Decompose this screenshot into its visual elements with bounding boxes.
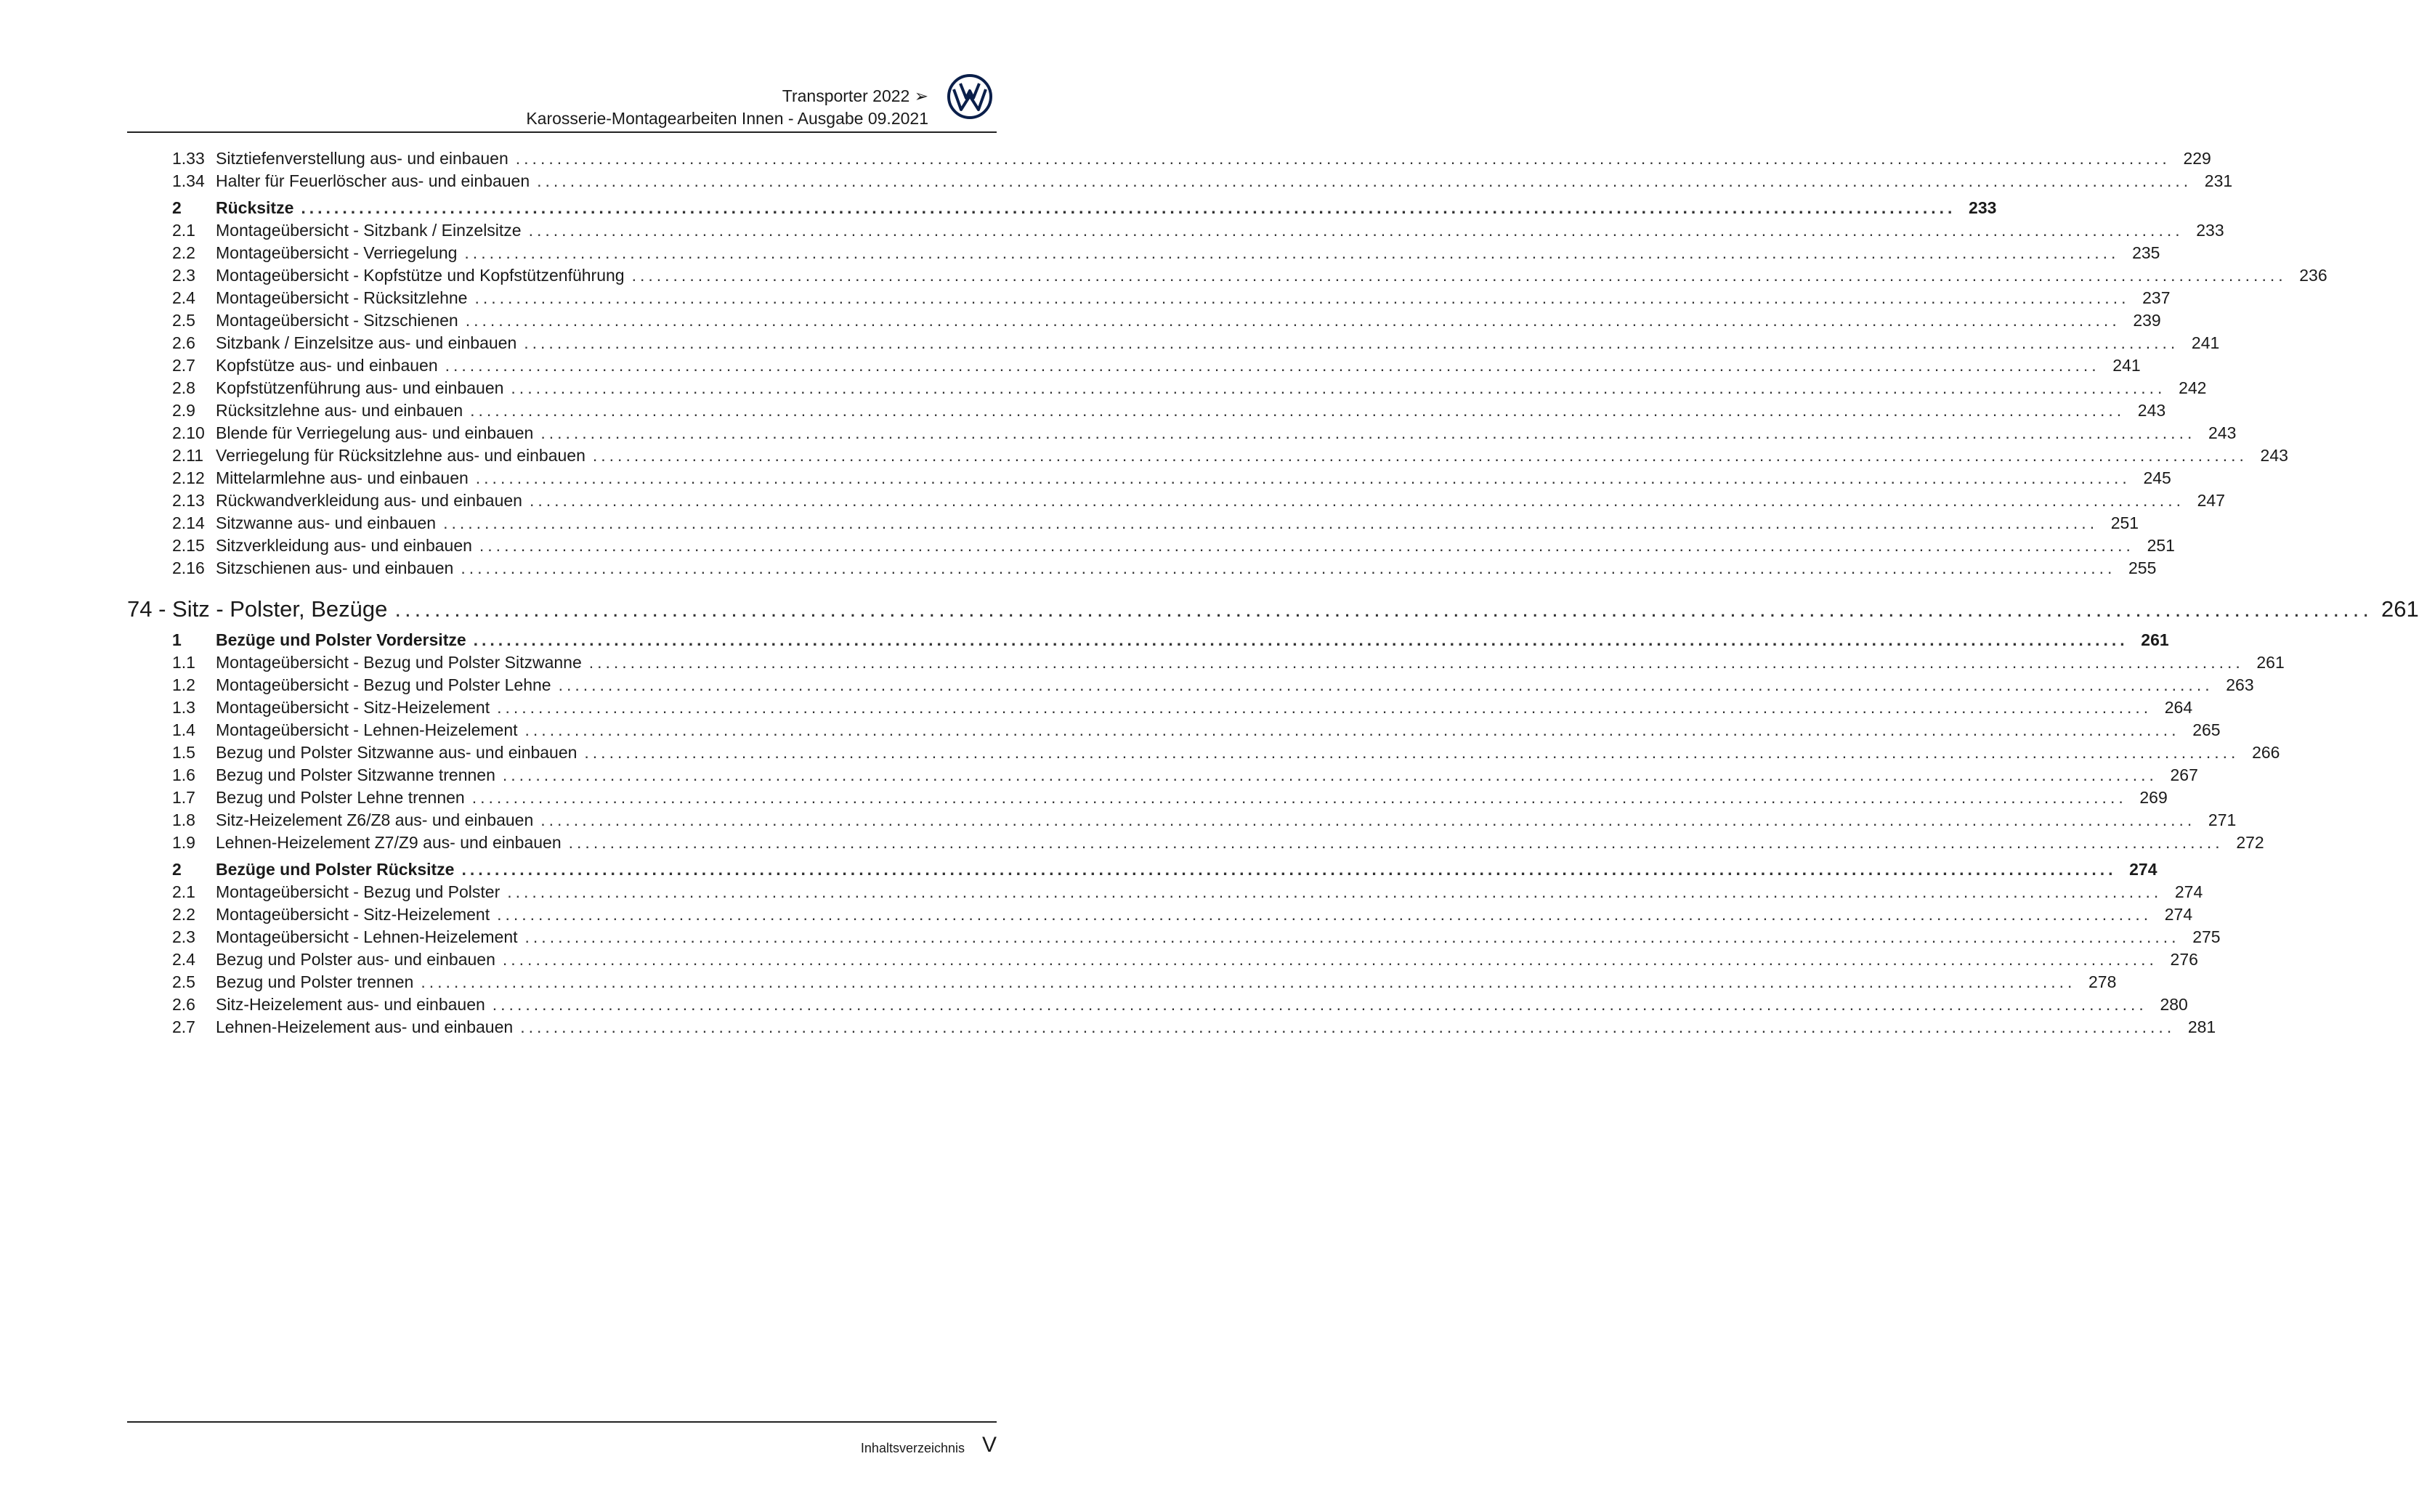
- toc-entry-page: 263: [2226, 675, 2254, 694]
- toc-entry-page: 233: [1969, 198, 1997, 217]
- toc-dot-leader: ........................................................................................................................................................................................................: [492, 995, 2147, 1014]
- toc-entry-number: 1.2: [172, 675, 195, 694]
- toc-dot-leader: ........................................................................................................................................................................................................: [497, 905, 2152, 924]
- toc-dot-leader: ........................................................................................................................................................................................................: [465, 311, 2120, 330]
- toc-entry-number: 2.7: [172, 1017, 195, 1036]
- toc-entry-page: 241: [2191, 333, 2220, 352]
- toc-entry-page: 245: [2143, 468, 2171, 487]
- toc-entry-number: 2.14: [172, 513, 205, 532]
- toc-entry-title: Kopfstützenführung aus- und einbauen: [216, 378, 504, 397]
- toc-entry-title: Bezüge und Polster Rücksitze: [216, 860, 455, 879]
- toc-entry-page: 247: [2197, 491, 2225, 510]
- toc-entry-number: 2.5: [172, 311, 195, 330]
- toc-entry-page: 231: [2204, 171, 2233, 190]
- toc-entry[interactable]: [127, 926, 2221, 948]
- toc-entry-number: 2.16: [172, 558, 205, 577]
- toc-entry-number: 1.1: [172, 653, 195, 672]
- toc-entry[interactable]: [127, 219, 2224, 242]
- toc-entry[interactable]: [127, 512, 2139, 535]
- toc-dot-leader: ........................................................................................................................................................................................................: [470, 401, 2126, 420]
- toc-entry-number: 1.4: [172, 720, 195, 739]
- toc-entry-page: 251: [2110, 513, 2139, 532]
- toc-entry-number: 2.9: [172, 401, 195, 420]
- toc-entry-page: 271: [2208, 810, 2237, 829]
- toc-entry[interactable]: [127, 444, 2288, 467]
- toc-entry-title: Montageübersicht - Sitzbank / Einzelsitze: [216, 221, 522, 240]
- toc-entry-title: Montageübersicht - Kopfstütze und Kopfstützenführung: [216, 266, 625, 285]
- toc-entry[interactable]: [127, 147, 2211, 170]
- toc-entry-title: Montageübersicht - Sitz-Heizelement: [216, 698, 490, 717]
- toc-entry[interactable]: [127, 309, 2161, 332]
- toc-entry-number: 1.9: [172, 833, 195, 852]
- toc-entry-page: 261: [2141, 630, 2169, 649]
- toc-entry-page: 269: [2139, 788, 2168, 807]
- toc-entry[interactable]: [127, 557, 2157, 580]
- header-divider: [127, 131, 997, 133]
- toc-dot-leader: ........................................................................................................................................................................................................: [479, 536, 2134, 555]
- toc-entry[interactable]: [127, 651, 2285, 674]
- toc-entry-number: 2.15: [172, 536, 205, 555]
- toc-entry-page: 267: [2170, 765, 2198, 784]
- toc-dot-leader: ........................................................................................................................................................................................................: [502, 950, 2157, 969]
- toc-entry[interactable]: [127, 948, 2198, 971]
- toc-entry-number: 2.10: [172, 423, 205, 442]
- toc-entry-page: 264: [2164, 698, 2193, 717]
- toc-entry-title: Sitz-Heizelement Z6/Z8 aus- und einbauen: [216, 810, 534, 829]
- toc-entry[interactable]: [127, 741, 2280, 764]
- toc-entry-title: Bezug und Polster aus- und einbauen: [216, 950, 495, 969]
- toc-entry-number: 2.2: [172, 905, 195, 924]
- toc-entry-page: 243: [2260, 446, 2288, 465]
- toc-entry-title: Mittelarmlehne aus- und einbauen: [216, 468, 469, 487]
- toc-dot-leader: ........................................................................................................................................................................................................: [529, 491, 2184, 510]
- toc-entry-title: Montageübersicht - Lehnen-Heizelement: [216, 927, 518, 946]
- toc-entry[interactable]: [127, 377, 2207, 399]
- toc-entry[interactable]: [127, 832, 2264, 854]
- toc-dot-leader: ........................................................................................................................................................................................................: [520, 1017, 2176, 1036]
- toc-entry-number: 2.8: [172, 378, 195, 397]
- toc-dot-leader: ........................................................................................................................................................................................................: [524, 333, 2179, 352]
- toc-entry-title: Sitzverkleidung aus- und einbauen: [216, 536, 472, 555]
- toc-dot-leader: ........................................................................................................................................................................................................: [474, 288, 2130, 307]
- toc-entry-page: 272: [2236, 833, 2264, 852]
- toc-entry-page: 274: [2174, 882, 2203, 901]
- toc-dot-leader: ........................................................................................................................................................................................................: [524, 927, 2180, 946]
- toc-entry-title: Montageübersicht - Rücksitzlehne: [216, 288, 468, 307]
- toc-entry[interactable]: [127, 764, 2198, 787]
- toc-entry-page: 243: [2137, 401, 2166, 420]
- toc-entry-page: 243: [2208, 423, 2237, 442]
- toc-entry-title: Montageübersicht - Sitz-Heizelement: [216, 905, 490, 924]
- toc-entry-number: 2.4: [172, 288, 195, 307]
- toc-entry[interactable]: [127, 332, 2220, 354]
- toc-entry-number: 2.3: [172, 927, 195, 946]
- toc-dot-leader: ........................................................................................................................................................................................................: [540, 423, 2196, 442]
- toc-dot-leader: ........................................................................................................................................................................................................: [537, 171, 2192, 190]
- table-of-contents: [127, 147, 2419, 1039]
- toc-entry[interactable]: [127, 993, 2188, 1016]
- toc-dot-leader: ........................................................................................................................................................................................................: [515, 149, 2171, 168]
- toc-entry-page: 274: [2129, 860, 2157, 879]
- toc-entry-title: Sitztiefenverstellung aus- und einbauen: [216, 149, 508, 168]
- toc-entry[interactable]: [127, 264, 2327, 287]
- toc-entry[interactable]: [127, 719, 2221, 741]
- toc-entry-title: Bezug und Polster Sitzwanne aus- und einbauen: [216, 743, 578, 762]
- toc-entry-page: 280: [2160, 995, 2188, 1014]
- toc-entry-page: 229: [2183, 149, 2211, 168]
- toc-entry-title: Sitzbank / Einzelsitze aus- und einbauen: [216, 333, 517, 352]
- toc-entry[interactable]: [127, 242, 2160, 264]
- toc-entry-title: Blende für Verriegelung aus- und einbauen: [216, 423, 534, 442]
- footer-divider: [127, 1421, 997, 1423]
- toc-dot-leader: ........................................................................................................................................................................................................: [584, 743, 2240, 762]
- toc-entry-title: Montageübersicht - Verriegelung: [216, 243, 458, 262]
- toc-dot-leader: ........................................................................................................................................................................................................: [471, 788, 2127, 807]
- toc-entry-page: 255: [2128, 558, 2157, 577]
- toc-entry[interactable]: [127, 696, 2193, 719]
- toc-dot-leader: ........................................................................................................................................................................................................: [421, 972, 2076, 991]
- toc-section[interactable]: [127, 629, 2169, 651]
- toc-entry-number: 2.5: [172, 972, 195, 991]
- toc-dot-leader: ........................................................................................................................................................................................................: [528, 221, 2184, 240]
- toc-entry-page: 281: [2187, 1017, 2216, 1036]
- toc-entry-title: Verriegelung für Rücksitzlehne aus- und einbauen: [216, 446, 585, 465]
- toc-entry-page: 237: [2142, 288, 2171, 307]
- toc-entry-title: Montageübersicht - Bezug und Polster Lehne: [216, 675, 551, 694]
- toc-entry[interactable]: [127, 354, 2141, 377]
- toc-dot-leader: ........................................................................................................................................................................................................: [461, 558, 2116, 577]
- toc-dot-leader: ........................................................................................................................................................................................................: [473, 630, 2128, 649]
- toc-entry-number: 1.6: [172, 765, 195, 784]
- toc-entry-number: 2.1: [172, 882, 195, 901]
- toc-entry-number: 1.33: [172, 149, 205, 168]
- toc-entry[interactable]: [127, 535, 2175, 557]
- toc-entry[interactable]: [127, 170, 2233, 192]
- toc-entry-page: 274: [2164, 905, 2193, 924]
- toc-entry-title: Bezug und Polster Sitzwanne trennen: [216, 765, 495, 784]
- toc-dot-leader: ........................................................................................................................................................................................................: [524, 720, 2180, 739]
- footer-label: Inhaltsverzeichnis: [860, 1441, 965, 1455]
- toc-entry-number: 2: [172, 198, 182, 217]
- toc-entry-number: 2.12: [172, 468, 205, 487]
- footer-page-number: V: [981, 1433, 997, 1457]
- toc-entry-title: Bezug und Polster Lehne trennen: [216, 788, 465, 807]
- toc-entry[interactable]: [127, 489, 2225, 512]
- toc-entry-page: 235: [2132, 243, 2160, 262]
- toc-entry[interactable]: [127, 881, 2203, 903]
- toc-entry-number: 1: [172, 630, 182, 649]
- toc-entry-title: Rückwandverkleidung aus- und einbauen: [216, 491, 522, 510]
- toc-entry[interactable]: [127, 467, 2171, 489]
- toc-entry-number: 2.7: [172, 356, 195, 375]
- toc-section[interactable]: [127, 197, 1997, 219]
- vw-logo-icon: [947, 73, 993, 120]
- toc-dot-leader: ........................................................................................................................................................................................................: [464, 243, 2120, 262]
- toc-entry-page: 278: [2088, 972, 2117, 991]
- toc-dot-leader: ........................................................................................................................................................................................................: [443, 513, 2099, 532]
- toc-entry-title: Halter für Feuerlöscher aus- und einbauen: [216, 171, 530, 190]
- toc-entry-page: 261: [2256, 653, 2285, 672]
- toc-entry-number: 2.3: [172, 266, 195, 285]
- toc-entry[interactable]: [127, 287, 2171, 309]
- toc-entry-page: 239: [2133, 311, 2161, 330]
- toc-entry-page: 242: [2179, 378, 2207, 397]
- toc-entry-title: Montageübersicht - Bezug und Polster Sitzwanne: [216, 653, 582, 672]
- toc-entry-page: 241: [2112, 356, 2141, 375]
- toc-dot-leader: ........................................................................................................................................................................................................: [497, 698, 2152, 717]
- toc-entry-page: 266: [2252, 743, 2280, 762]
- toc-entry-number: 2.11: [172, 446, 204, 465]
- toc-entry-title: Lehnen-Heizelement aus- und einbauen: [216, 1017, 514, 1036]
- toc-entry-title: Bezüge und Polster Vordersitze: [216, 630, 466, 649]
- toc-dot-leader: ........................................................................................................................................................................................................: [502, 765, 2157, 784]
- toc-entry[interactable]: [127, 971, 2117, 993]
- toc-entry-title: Kopfstütze aus- und einbauen: [216, 356, 438, 375]
- toc-entry-title: Rücksitze: [216, 198, 294, 217]
- toc-entry-title: Rücksitzlehne aus- und einbauen: [216, 401, 463, 420]
- toc-entry-title: Montageübersicht - Lehnen-Heizelement: [216, 720, 518, 739]
- toc-entry-number: 1.3: [172, 698, 195, 717]
- toc-entry[interactable]: [127, 809, 2237, 832]
- toc-entry-page: 236: [2299, 266, 2327, 285]
- toc-entry-number: 1.5: [172, 743, 195, 762]
- toc-entry-page: 275: [2192, 927, 2221, 946]
- toc-entry-title: 74 - Sitz - Polster, Bezüge: [127, 596, 388, 622]
- toc-dot-leader: ........................................................................................................................................................................................................: [445, 356, 2100, 375]
- toc-dot-leader: ........................................................................................................................................................................................................: [475, 468, 2131, 487]
- toc-entry[interactable]: [127, 903, 2193, 926]
- toc-entry-number: 1.34: [172, 171, 205, 190]
- toc-entry[interactable]: [127, 674, 2254, 696]
- toc-entry-number: 2.2: [172, 243, 195, 262]
- toc-entry-number: 2.4: [172, 950, 195, 969]
- toc-entry-title: Sitzschienen aus- und einbauen: [216, 558, 454, 577]
- toc-entry-number: 2.6: [172, 333, 195, 352]
- toc-dot-leader: ........................................................................................................................................................................................................: [558, 675, 2213, 694]
- toc-entry-title: Montageübersicht - Bezug und Polster: [216, 882, 501, 901]
- toc-entry-page: 276: [2170, 950, 2198, 969]
- toc-entry-title: Lehnen-Heizelement Z7/Z9 aus- und einbauen: [216, 833, 562, 852]
- toc-dot-leader: ........................................................................................................................................................................................................: [511, 378, 2166, 397]
- header-subtitle: Karosserie-Montagearbeiten Innen - Ausgabe 09.2021: [526, 109, 928, 128]
- toc-dot-leader: ........................................................................................................................................................................................................: [461, 860, 2117, 879]
- toc-entry-page: 265: [2192, 720, 2221, 739]
- toc-entry-number: 1.8: [172, 810, 195, 829]
- toc-entry-page: 251: [2147, 536, 2175, 555]
- toc-entry-number: 2.6: [172, 995, 195, 1014]
- toc-dot-leader: ........................................................................................................................................................................................................: [592, 446, 2248, 465]
- toc-entry-page: 233: [2196, 221, 2224, 240]
- toc-dot-leader: ........................................................................................................................................................................................................: [588, 653, 2244, 672]
- toc-entry-number: 2: [172, 860, 182, 879]
- header-title: Transporter 2022 ➢: [782, 86, 928, 105]
- toc-dot-leader: ........................................................................................................................................................................................................: [631, 266, 2287, 285]
- toc-dot-leader: ........................................................................................................................................................................................................: [301, 198, 1956, 217]
- toc-dot-leader: ........................................................................................................................................................................................................: [568, 833, 2224, 852]
- toc-section[interactable]: [127, 858, 2157, 881]
- toc-entry-number: 2.13: [172, 491, 205, 510]
- toc-entry-title: Bezug und Polster trennen: [216, 972, 414, 991]
- toc-entry[interactable]: [127, 422, 2237, 444]
- toc-entry-number: 1.7: [172, 788, 195, 807]
- toc-entry[interactable]: [127, 787, 2168, 809]
- toc-entry-title: Sitzwanne aus- und einbauen: [216, 513, 437, 532]
- toc-entry[interactable]: [127, 399, 2166, 422]
- toc-entry-number: 2.1: [172, 221, 195, 240]
- toc-entry[interactable]: [127, 1016, 2216, 1039]
- toc-dot-leader: ........................................................................................................................................................................................................: [507, 882, 2163, 901]
- toc-entry-title: Montageübersicht - Sitzschienen: [216, 311, 458, 330]
- toc-entry-title: Sitz-Heizelement aus- und einbauen: [216, 995, 485, 1014]
- toc-entry-page: 261: [2380, 596, 2419, 622]
- toc-chapter[interactable]: [127, 594, 2419, 625]
- toc-dot-leader: ........................................................................................................................................................................................................: [394, 596, 2373, 622]
- toc-dot-leader: ........................................................................................................................................................................................................: [540, 810, 2196, 829]
